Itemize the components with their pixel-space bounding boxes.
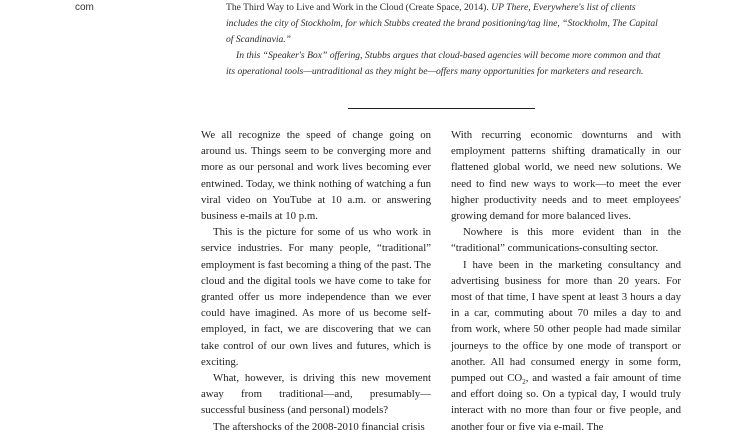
- body-text: , and wasted a fair amount of time and effort doing so. On a typical day, I would truly interact with no more than four or five people, and another four or five via e-mail. The: [451, 372, 681, 433]
- body-paragraph: With recurring economic downturns and with employment patterns shifting dramatically in our flattened global world, we need new solutions. We need to find new ways to work—to meet the ever higher productivity needs and to meet employees' growing demand for more balanced lives.: [451, 129, 681, 223]
- body-paragraph: [451, 257, 681, 435]
- co2-subscript: 2: [522, 378, 526, 387]
- body-paragraph: What, however, is driving this new movement away from traditional—and, presumably—successful business (and personal) models?: [201, 372, 431, 417]
- client-list-text: UP There, Everywhere's list of clients includes the city of Stockholm, for which Stubbs created the brand positioning/tag line, “Stockholm, The Capital of Scandinavia.”: [226, 2, 658, 45]
- margin-note: com: [75, 2, 94, 13]
- body-paragraph: The aftershocks of the 2008-2010 financial crisis: [213, 420, 425, 433]
- article-column-right: [451, 127, 681, 435]
- speakers-box-intro: [226, 0, 666, 80]
- body-paragraph: Nowhere is this more evident than in the “traditional” communications-consulting sector.: [451, 226, 681, 255]
- body-text: I have been in the marketing consultancy and advertising business for more than 20 years. For most of that time, I have spent at least 3 hours a day in a car, commuting about 70 miles a day to and from work, where 50 other people had made similar journeys to the office by one mode of transport or another. All had consumed energy in some form, pumped out CO: [451, 258, 681, 385]
- article-column-left: [201, 127, 431, 435]
- speakers-box-paragraph-2: In this “Speaker's Box” offering, Stubbs argues that cloud-based agencies will become more common and that its operational tools—untraditional as they might be—offers many opportunities for marketers and research.: [226, 50, 661, 77]
- body-paragraph: We all recognize the speed of change going on around us. Things seem to be converging more and more as our personal and work lives becoming ever entwined. Today, we think nothing of watching a fun viral video on YouTube at 10 a.m. or answering business e-mails at 10 p.m.: [201, 129, 431, 223]
- book-title-text: The Third Way to Live and Work in the Cloud (Create Space, 2014).: [226, 2, 492, 13]
- body-paragraph: This is the picture for some of us who work in service industries. For many people, “traditional” employment is fast becoming a thing of the past. The cloud and the digital tools we have come to take for granted offer us more independence than we ever could have imagined. As more of us become self-employed, in fact, we are discovering that we can take control of our own lives and futures, which is exciting.: [201, 226, 431, 368]
- speakers-box-paragraph-1: [226, 0, 666, 48]
- section-divider: [348, 108, 535, 109]
